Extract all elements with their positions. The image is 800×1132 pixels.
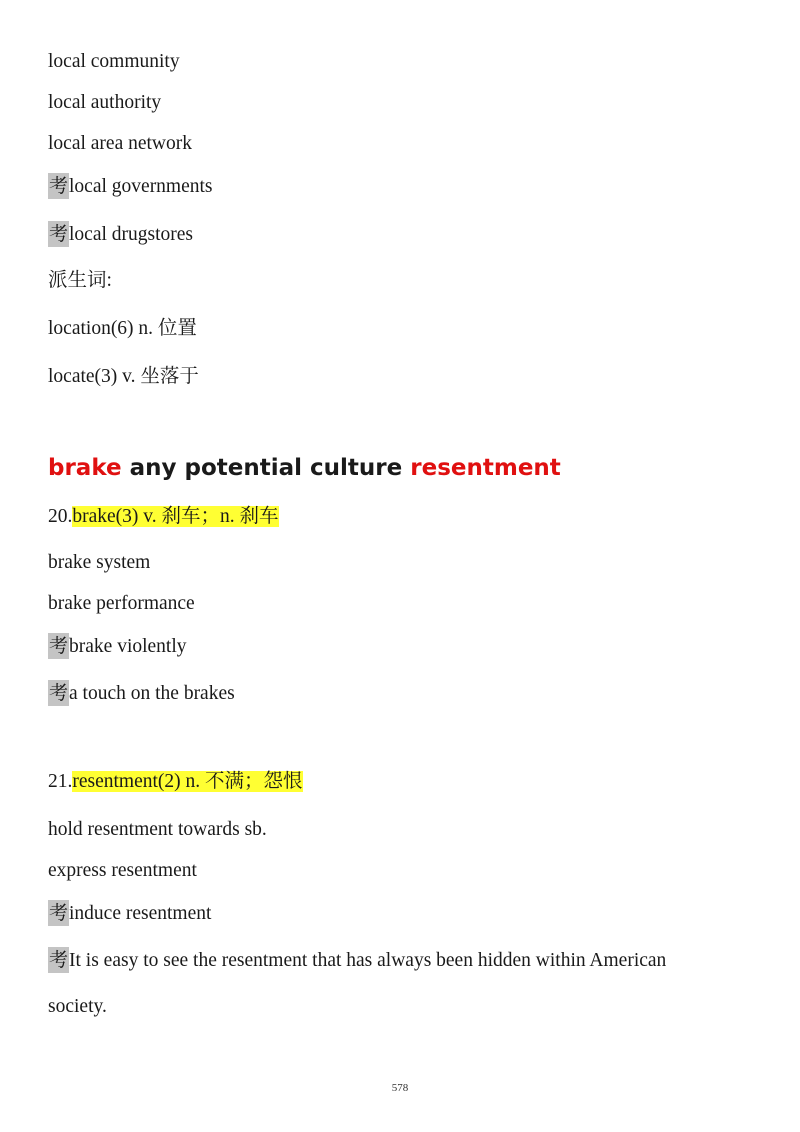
entry-number: 20. (48, 506, 73, 527)
exam-phrase-touch-on-brakes (48, 680, 235, 707)
exam-mark-badge: 考 (49, 902, 69, 924)
exam-mark-badge: 考 (49, 682, 69, 704)
entry-number: 21. (48, 771, 73, 792)
derived-word-locate: locate(3) v. 坐落于 (48, 366, 199, 387)
phrase-local-area-network: local area network (48, 133, 193, 154)
exam-mark-badge: 考 (49, 635, 69, 657)
derived-word-location: location(6) n. 位置 (48, 318, 197, 339)
phrase-text: brake violently (69, 636, 187, 657)
phrase-text: induce resentment (69, 903, 212, 924)
phrase-hold-resentment: hold resentment towards sb. (48, 819, 267, 840)
entry-headword-highlight: brake(3) v. 刹车；n. 刹车 (72, 506, 279, 527)
heading-keyword-brake: brake (48, 455, 122, 481)
exam-phrase-local-drugstores (48, 221, 193, 248)
sentence-continuation: society. (48, 996, 107, 1017)
entry-20-headline (48, 504, 279, 530)
phrase-text: local governments (69, 176, 213, 197)
phrase-brake-system: brake system (48, 552, 151, 573)
heading-middle-text: any potential culture (121, 455, 411, 481)
exam-phrase-brake-violently (48, 633, 187, 660)
phrase-text: local drugstores (69, 224, 194, 245)
phrase-local-community: local community (48, 51, 180, 72)
page-number: 578 (391, 1082, 409, 1094)
section-heading (48, 452, 561, 484)
phrase-local-authority: local authority (48, 92, 162, 113)
exam-mark-badge: 考 (49, 223, 69, 245)
sentence-text: It is easy to see the resentment that has always been hidden within American (69, 950, 667, 971)
exam-mark-badge: 考 (49, 949, 69, 971)
phrase-text: a touch on the brakes (69, 683, 235, 704)
derived-words-label: 派生词: (48, 270, 112, 291)
exam-sentence-resentment (48, 947, 666, 974)
entry-headword-highlight: resentment(2) n. 不满；怨恨 (72, 771, 303, 792)
phrase-express-resentment: express resentment (48, 860, 197, 881)
exam-phrase-local-governments (48, 173, 213, 200)
phrase-brake-performance: brake performance (48, 593, 195, 614)
exam-phrase-induce-resentment (48, 900, 211, 927)
heading-keyword-resentment: resentment (410, 455, 561, 481)
exam-mark-badge: 考 (49, 175, 69, 197)
entry-21-headline (48, 769, 303, 795)
